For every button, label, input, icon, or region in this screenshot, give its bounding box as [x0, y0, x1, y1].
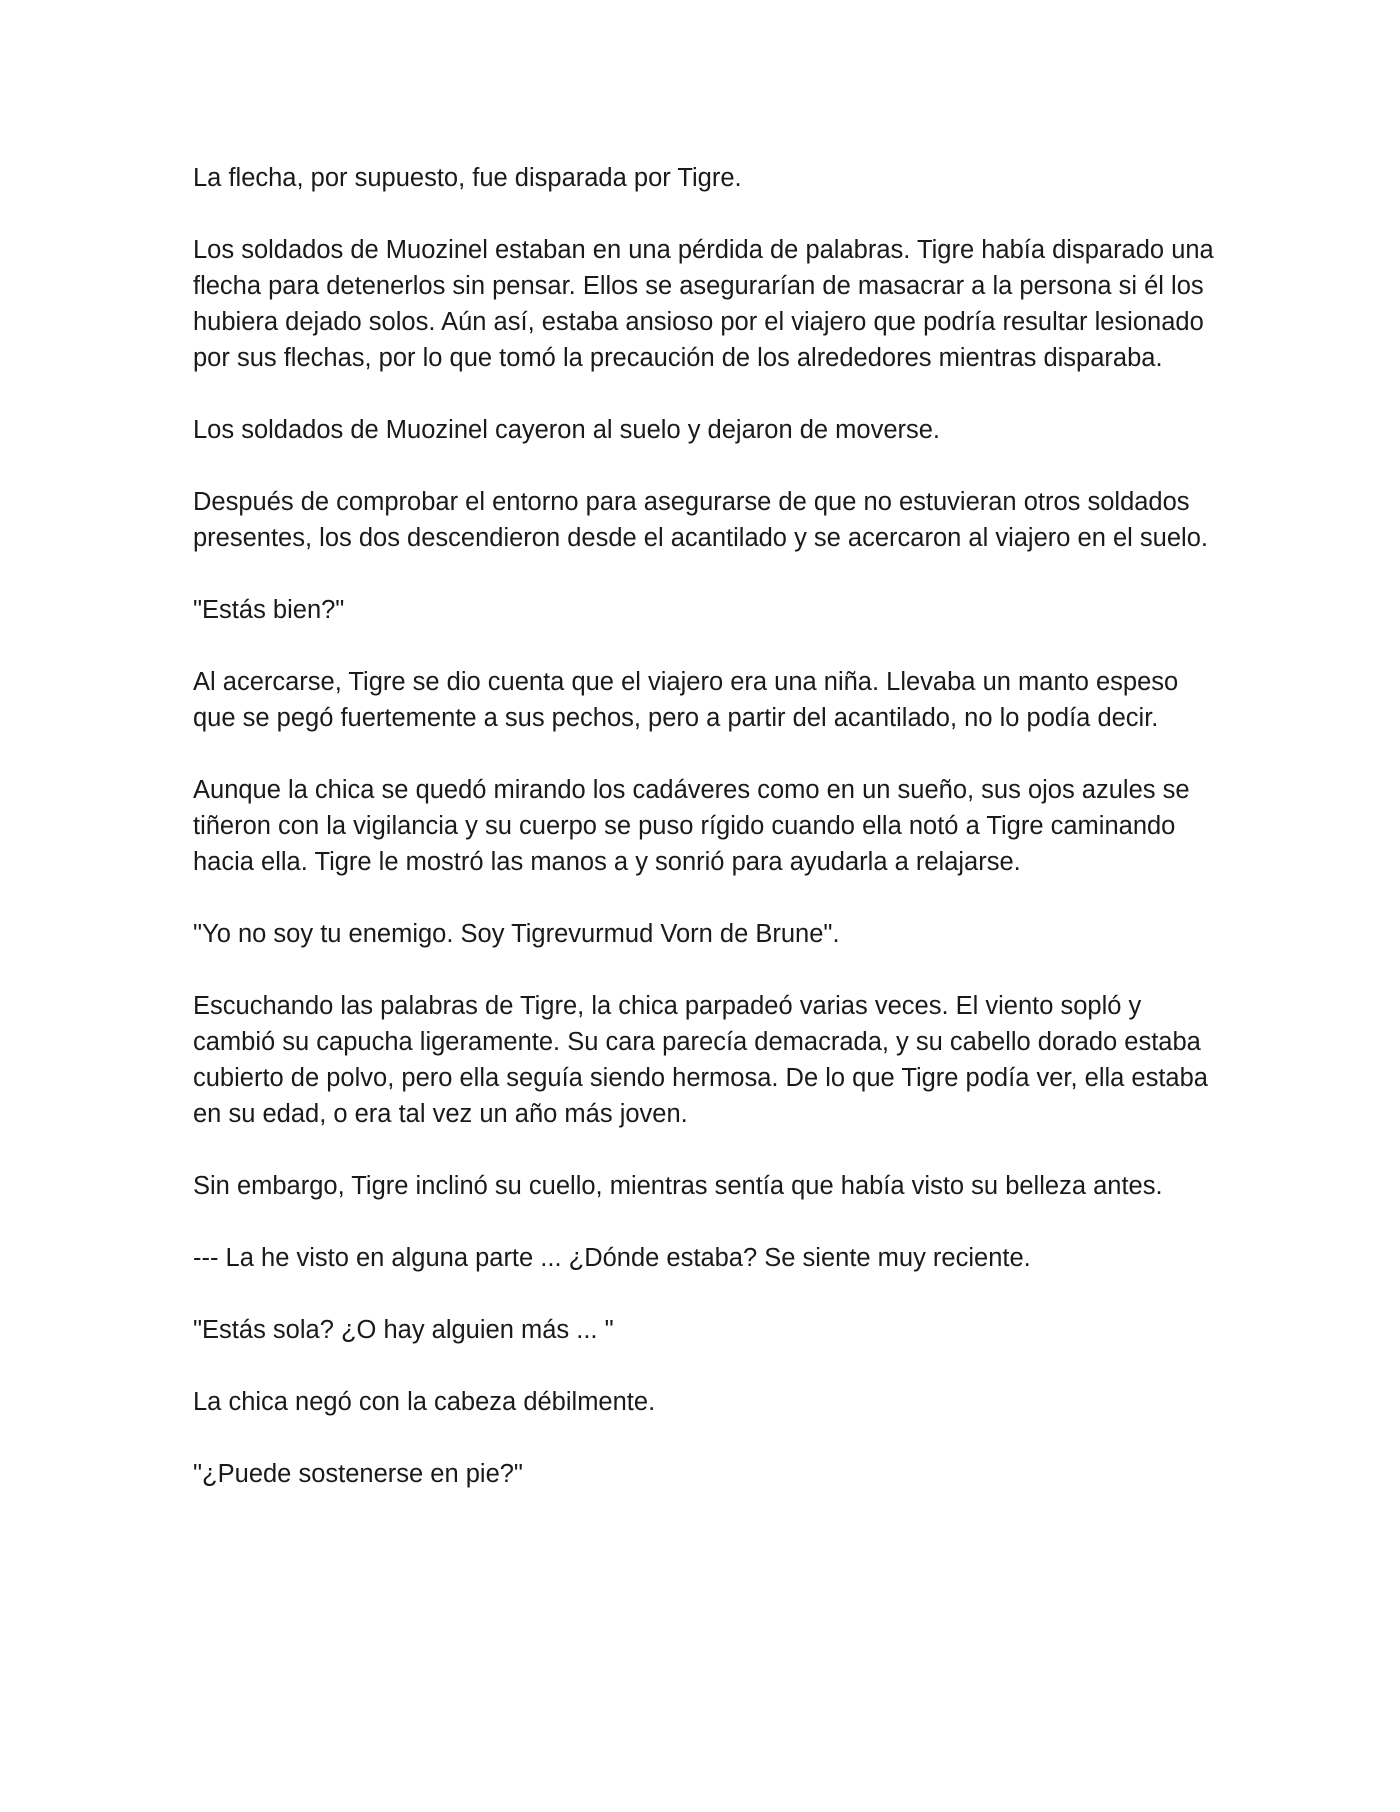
paragraph-2: Los soldados de Muozinel estaban en una pérdida de palabras. Tigre había disparado una flecha para detenerlos sin pensar. Ellos se asegurarían de masacrar a la persona si él los hubiera dejado solos. Aún así, estaba ansioso por el viajero que podría resultar lesionado por sus flechas, por lo que tomó la precaución de los alrededores mientras disparaba. [193, 236, 1214, 372]
paragraph-13: La chica negó con la cabeza débilmente. [193, 1388, 656, 1416]
paragraph-4: Después de comprobar el entorno para asegurarse de que no estuvieran otros soldados presentes, los dos descendieron desde el acantilado y se acercaron al viajero en el suelo. [193, 488, 1208, 552]
document-body [193, 160, 1223, 1528]
paragraph-6: Al acercarse, Tigre se dio cuenta que el viajero era una niña. Llevaba un manto espeso que se pegó fuertemente a sus pechos, pero a partir del acantilado, no lo podía decir. [193, 668, 1179, 732]
paragraph-1: La flecha, por supuesto, fue disparada por Tigre. [193, 164, 742, 192]
paragraph-9: Escuchando las palabras de Tigre, la chica parpadeó varias veces. El viento sopló y cambió su capucha ligeramente. Su cara parecía demacrada, y su cabello dorado estaba cubierto de polvo, pero ella seguía siendo hermosa. De lo que Tigre podía ver, ella estaba en su edad, o era tal vez un año más joven. [193, 992, 1208, 1128]
paragraph-12: "Estás sola? ¿O hay alguien más ... " [193, 1316, 614, 1344]
paragraph-10: Sin embargo, Tigre inclinó su cuello, mientras sentía que había visto su belleza antes. [193, 1172, 1163, 1200]
paragraph-7: Aunque la chica se quedó mirando los cadáveres como en un sueño, sus ojos azules se tiñeron con la vigilancia y su cuerpo se puso rígido cuando ella notó a Tigre caminando hacia ella. Tigre le mostró las manos a y sonrió para ayudarla a relajarse. [193, 776, 1190, 876]
paragraph-8: "Yo no soy tu enemigo. Soy Tigrevurmud Vorn de Brune". [193, 920, 840, 948]
paragraph-3: Los soldados de Muozinel cayeron al suelo y dejaron de moverse. [193, 416, 941, 444]
paragraph-11: --- La he visto en alguna parte ... ¿Dónde estaba? Se siente muy reciente. [193, 1244, 1031, 1272]
paragraph-14: "¿Puede sostenerse en pie?" [193, 1460, 523, 1488]
paragraph-5: "Estás bien?" [193, 596, 345, 624]
